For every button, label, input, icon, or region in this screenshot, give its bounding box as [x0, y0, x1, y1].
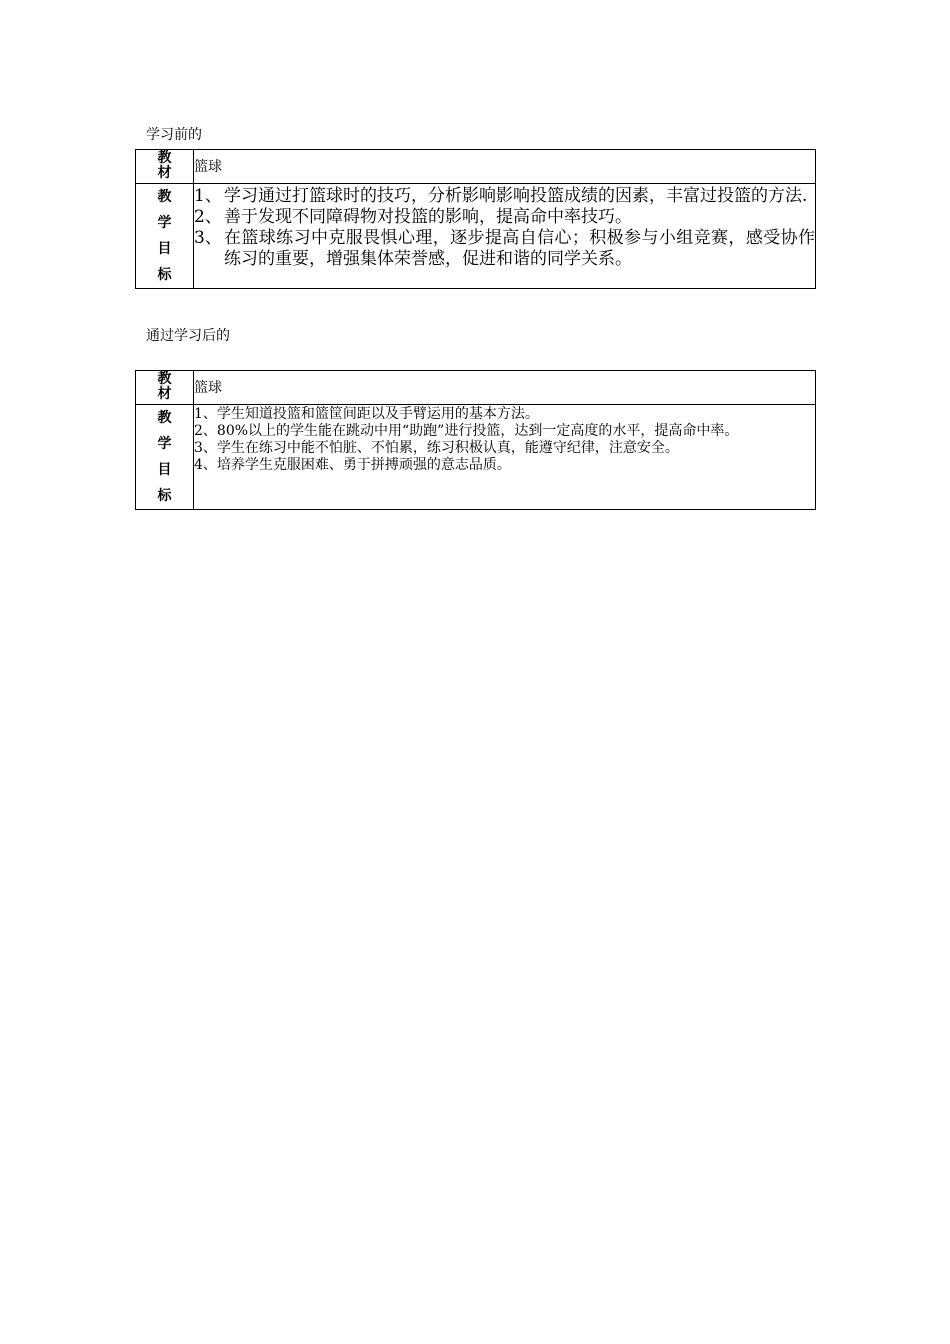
goals-row [136, 184, 816, 289]
goal-item: 4、培养学生克服困难、勇于拼搏顽强的意志品质。 [194, 457, 511, 473]
goals-cell [194, 184, 816, 289]
material-label-char: 教 [157, 150, 172, 166]
material-label [136, 371, 193, 402]
goals-list [194, 184, 815, 272]
material-row [136, 150, 816, 184]
goal-text: 学习通过打篮球时的技巧，分析影响影响投篮成绩的因素，丰富过投篮的方法. [224, 186, 808, 206]
section-caption-after: 通过学习后的 [146, 328, 230, 344]
goal-label-char: 目 [157, 462, 172, 478]
goal-label-char: 学 [157, 215, 172, 231]
goals-cell [194, 405, 816, 510]
goals-row [136, 405, 816, 510]
goal-item [194, 207, 815, 228]
material-value-cell [194, 371, 816, 405]
goal-item [194, 186, 815, 207]
goal-item: 2、80%以上的学生能在跳动中用“助跑”进行投篮，达到一定高度的水平，提高命中率。 [194, 423, 739, 439]
material-row [136, 371, 816, 405]
goal-label-char: 标 [157, 267, 172, 283]
goal-item: 1、学生知道投篮和篮筐间距以及手臂运用的基本方法。 [194, 406, 539, 422]
goal-label [136, 184, 193, 288]
goal-label [136, 405, 193, 509]
goal-label-cell [136, 184, 194, 289]
material-label [136, 150, 193, 181]
goal-label-cell [136, 405, 194, 510]
goal-label-char: 标 [157, 488, 172, 504]
material-value: 篮球 [194, 159, 222, 175]
material-value-cell [194, 150, 816, 184]
material-label-cell [136, 371, 194, 405]
goal-table-before [135, 149, 816, 289]
material-label-char: 材 [157, 386, 172, 402]
material-label-cell [136, 150, 194, 184]
material-value: 篮球 [194, 380, 222, 396]
section-caption-before: 学习前的 [146, 127, 202, 143]
material-label-char: 材 [157, 165, 172, 181]
goal-text: 善于发现不同障碍物对投篮的影响，提高命中率技巧。 [224, 207, 632, 227]
goal-label-char: 目 [157, 241, 172, 257]
goal-text: 在篮球练习中克服畏惧心理，逐步提高自信心；积极参与小组竞赛，感受协作练习的重要，增强集体荣誉感，促进和谐的同学关系。 [224, 228, 815, 269]
goal-label-char: 教 [157, 189, 172, 205]
goal-label-char: 教 [157, 410, 172, 426]
goal-number: 2、 [194, 207, 222, 227]
goals-list [194, 405, 815, 482]
goal-item [194, 228, 815, 270]
goal-table-after [135, 370, 816, 510]
material-label-char: 教 [157, 371, 172, 387]
goal-number: 1、 [194, 186, 222, 206]
goal-number: 3、 [194, 228, 222, 248]
goal-item: 3、学生在练习中能不怕脏、不怕累，练习积极认真，能遵守纪律，注意安全。 [194, 440, 679, 456]
goal-label-char: 学 [157, 436, 172, 452]
